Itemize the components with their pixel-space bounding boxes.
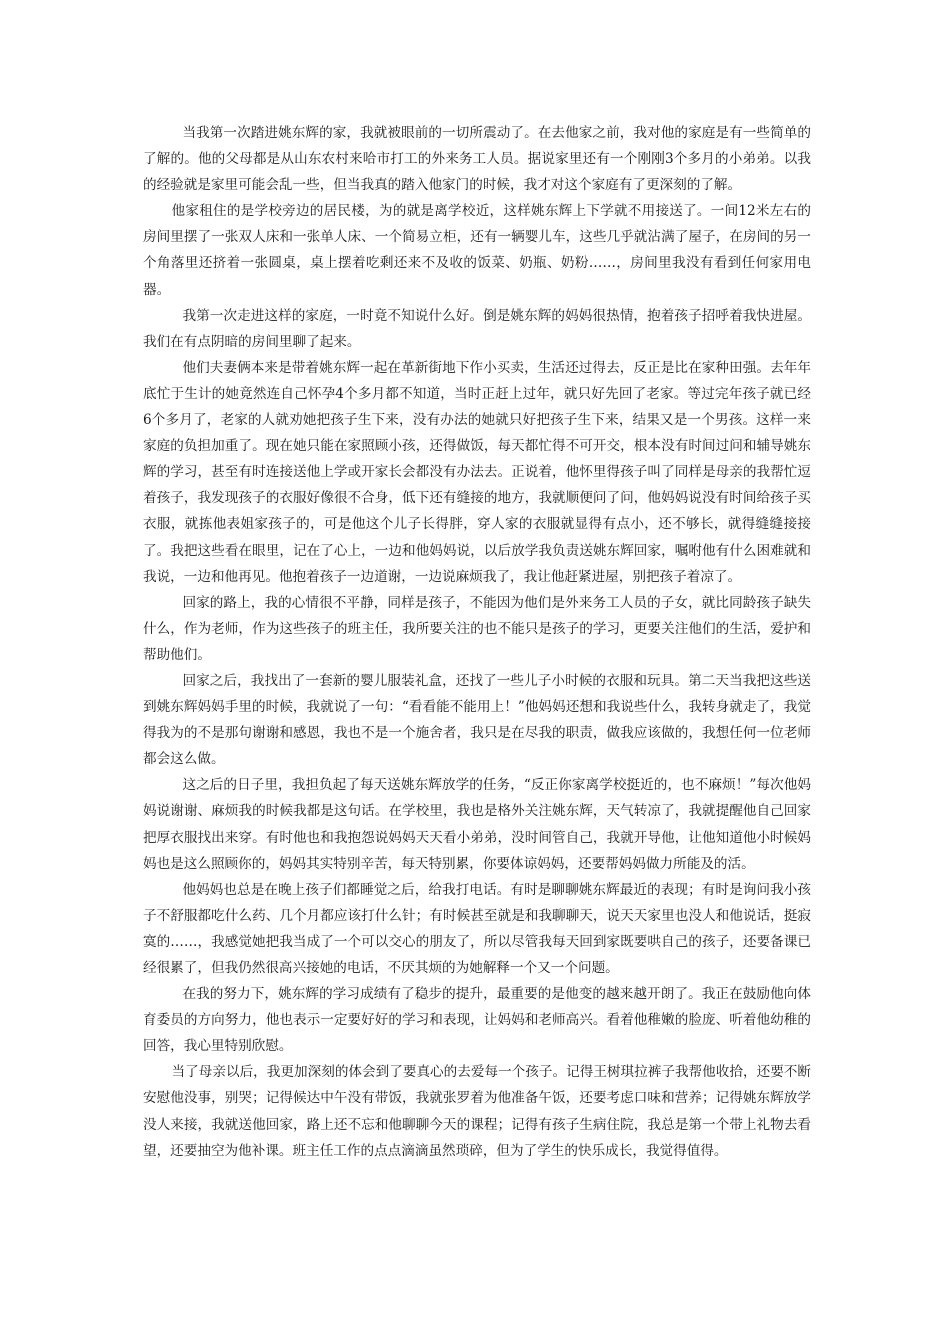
paragraph-9: 在我的努力下，姚东辉的学习成绩有了稳步的提升，最重要的是他变的越来越开朗了。我正在鼓励他向体育委员的方向努力，他也表示一定要好好的学习和表现，让妈妈和老师高兴。看着他稚嫩的脸庞、听着他幼稚的回答，我心里特别欣慰。 [143,986,811,1055]
paragraph-3: 我第一次走进这样的家庭，一时竟不知说什么好。倒是姚东辉的妈妈很热情，抱着孩子招呼着我快进屋。我们在有点阴暗的房间里聊了起来。 [143,307,811,350]
paragraph-5: 回家的路上，我的心情很不平静，同样是孩子，不能因为他们是外来务工人员的子女，就比同龄孩子缺失什么，作为老师，作为这些孩子的班主任，我所要关注的也不能只是孩子的学习，更要关注他们的生活，爱护和帮助他们。 [143,594,811,663]
paragraph-4: 他们夫妻俩本来是带着姚东辉一起在革新街地下作小买卖，生活还过得去，反正是比在家种田强。去年年底忙于生计的她竟然连自己怀孕4个多月都不知道，当时正赶上过年，就只好先回了老家。等过完年孩子就已经6个多月了，老家的人就劝她把孩子生下来，没有办法的她就只好把孩子生下来，结果又是一个男孩。这样一来家庭的负担加重了。现在她只能在家照顾小孩，还得做饭，每天都忙得不可开交，根本没有时间过问和辅导姚东辉的学习，甚至有时连接送他上学或开家长会都没有办法去。正说着，他怀里得孩子叫了同样是母亲的我帮忙逗着孩子，我发现孩子的衣服好像很不合身，低下还有缝接的地方，我就顺便问了问，他妈妈说没有时间给孩子买衣服，就拣他表姐家孩子的，可是他这个儿子长得胖，穿人家的衣服就显得有点小，还不够长，就得缝缝接接了。我把这些看在眼里，记在了心上，一边和他妈妈说，以后放学我负责送姚东辉回家，嘱咐他有什么困难就和我说，一边和他再见。他抱着孩子一边道谢，一边说麻烦我了，我让他赶紧进屋，别把孩子着凉了。 [143,359,811,585]
paragraph-10: 当了母亲以后，我更加深刻的体会到了要真心的去爱每一个孩子。记得王树琪拉裤子我帮他收拾，还要不断安慰他没事，别哭；记得候达中午没有带饭，我就张罗着为他准备午饭，还要考虑口味和营养；记得姚东辉放学没人来接，我就送他回家，路上还不忘和他聊聊今天的课程；记得有孩子生病住院，我总是第一个带上礼物去看望，还要抽空为他补课。班主任工作的点点滴滴虽然琐碎，但为了学生的快乐成长，我觉得值得。 [143,1064,811,1159]
paragraph-1: 当我第一次踏进姚东辉的家，我就被眼前的一切所震动了。在去他家之前，我对他的家庭是有一些简单的了解的。他的父母都是从山东农村来哈市打工的外来务工人员。据说家里还有一个刚刚3个多月的小弟弟。以我的经验就是家里可能会乱一些，但当我真的踏入他家门的时候，我才对这个家庭有了更深刻的了解。 [143,125,811,194]
document-page [143,120,811,1164]
paragraph-8: 他妈妈也总是在晚上孩子们都睡觉之后，给我打电话。有时是聊聊姚东辉最近的表现；有时是询问我小孩子不舒服都吃什么药、几个月都应该打什么针；有时候甚至就是和我聊聊天，说天天家里也没人和他说话，挺寂寞的……，我感觉她把我当成了一个可以交心的朋友了，所以尽管我每天回到家既要哄自己的孩子，还要备课已经很累了，但我仍然很高兴接她的电话，不厌其烦的为她解释一个又一个问题。 [143,881,811,976]
paragraph-2: 他家租住的是学校旁边的居民楼，为的就是离学校近，这样姚东辉上下学就不用接送了。一间12米左右的房间里摆了一张双人床和一张单人床、一个简易立柜，还有一辆婴儿车，这些几乎就沾满了屋子，在房间的另一个角落里还挤着一张圆桌，桌上摆着吃剩还来不及收的饭菜、奶瓶、奶粉……，房间里我没有看到任何家用电器。 [143,203,811,298]
paragraph-7: 这之后的日子里，我担负起了每天送姚东辉放学的任务，“反正你家离学校挺近的，也不麻烦！”每次他妈妈说谢谢、麻烦我的时候我都是这句话。在学校里，我也是格外关注姚东辉，天气转凉了，我就提醒他自己回家把厚衣服找出来穿。有时他也和我抱怨说妈妈天天看小弟弟，没时间管自己，我就开导他，让他知道他小时候妈妈也是这么照顾你的，妈妈其实特别辛苦，每天特别累，你要体谅妈妈，还要帮妈妈做力所能及的活。 [143,777,811,872]
paragraph-6: 回家之后，我找出了一套新的婴儿服装礼盒，还找了一些儿子小时候的衣服和玩具。第二天当我把这些送到姚东辉妈妈手里的时候，我就说了一句：“看看能不能用上！”他妈妈还想和我说些什么，我转身就走了，我觉得我为的不是那句谢谢和感恩，我也不是一个施舍者，我只是在尽我的职责，做我应该做的，我想任何一位老师都会这么做。 [143,672,811,768]
